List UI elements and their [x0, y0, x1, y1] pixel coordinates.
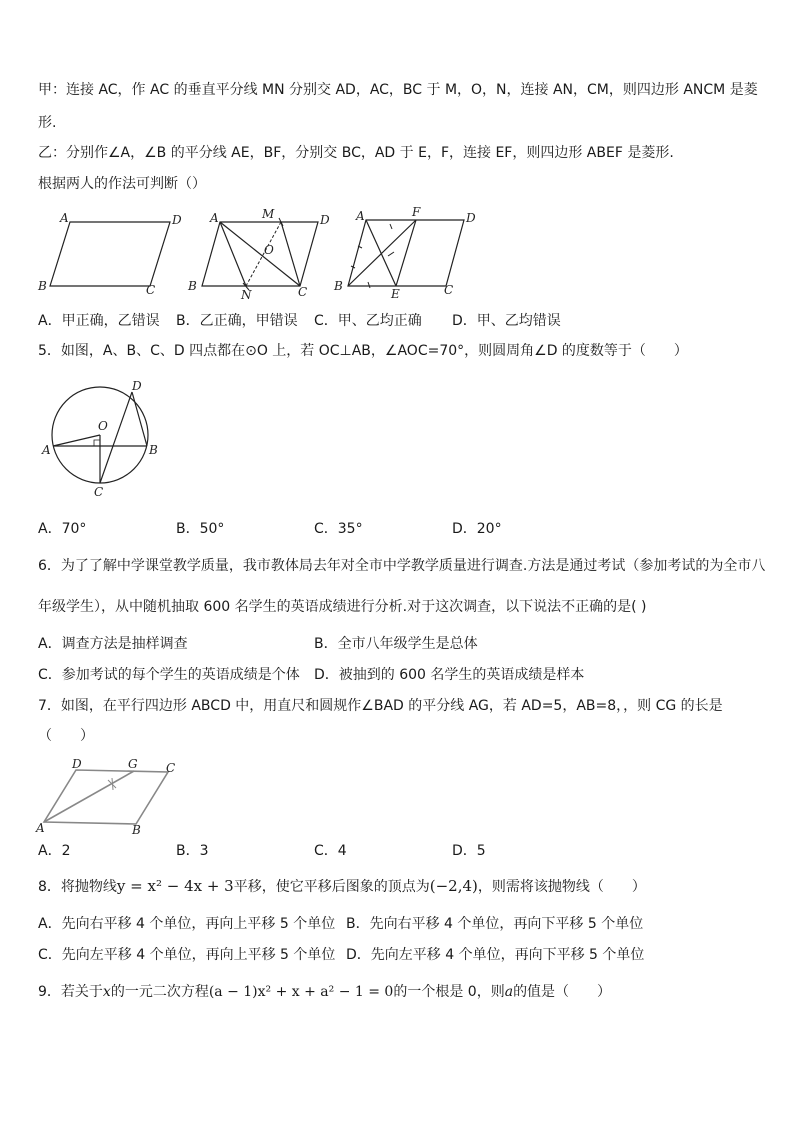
- label-d: D: [172, 213, 182, 227]
- q8-stem-post: ，则需将该抛物线（ ）: [477, 879, 646, 895]
- q5-option-d[interactable]: D．20°: [452, 521, 502, 537]
- q6-option-c[interactable]: C．参加考试的每个学生的英语成绩是个体: [38, 667, 300, 683]
- q9-var-x: x: [102, 984, 111, 1000]
- q8-stem: [38, 876, 646, 897]
- q6-option-b[interactable]: B．全市八年级学生是总体: [314, 636, 478, 652]
- q6-option-a[interactable]: A．调查方法是抽样调查: [38, 636, 188, 652]
- label-c: C: [146, 283, 156, 297]
- q9-stem-post: 的值是（ ）: [513, 984, 612, 1000]
- label-a: A: [36, 821, 45, 835]
- q8-stem-mid: 平移，使它平移后图象的顶点为: [233, 879, 430, 895]
- q5-stem: 5．如图，A、B、C、D 四点都在⊙O 上，若 OC⊥AB，∠AOC=70°，则圆周角∠D 的度数等于（ ）: [38, 343, 688, 359]
- q5-option-a[interactable]: A．70°: [38, 521, 87, 537]
- jia-method-line1: 甲：连接 AC，作 AC 的垂直平分线 MN 分别交 AD，AC，BC 于 M，O，N，连接 AN，CM，则四边形 ANCM 是菱: [38, 82, 758, 98]
- q7-option-b[interactable]: B．3: [176, 843, 209, 859]
- label-b: B: [334, 279, 343, 293]
- label-b: B: [38, 279, 47, 293]
- label-e: E: [391, 287, 400, 301]
- label-b: B: [149, 443, 158, 457]
- label-d: D: [72, 757, 82, 771]
- q8-option-c[interactable]: C．先向左平移 4 个单位，再向上平移 5 个单位: [38, 947, 336, 963]
- q8-parabola-formula: y = x² − 4x + 3: [116, 877, 234, 895]
- q6-stem-line1: 6．为了了解中学课堂教学质量，我市教体局去年对全市中学教学质量进行调查.方法是通过考试（参加考试的为全市八: [38, 558, 766, 574]
- label-d: D: [132, 379, 142, 393]
- q8-option-d[interactable]: D．先向左平移 4 个单位，再向下平移 5 个单位: [346, 947, 645, 963]
- q7-option-a[interactable]: A．2: [38, 843, 71, 859]
- label-c: C: [166, 761, 176, 775]
- q8-option-a[interactable]: A．先向右平移 4 个单位，再向上平移 5 个单位: [38, 916, 336, 932]
- p4-figure-jia: [186, 208, 336, 300]
- label-n: N: [241, 288, 252, 302]
- label-b: B: [188, 279, 197, 293]
- yi-method-line: 乙：分别作∠A，∠B 的平分线 AE，BF，分别交 BC，AD 于 E，F，连接 EF，则四边形 ABEF 是菱形.: [38, 145, 674, 161]
- p4-option-b[interactable]: B．乙正确，甲错误: [176, 313, 298, 329]
- p4-option-a[interactable]: A．甲正确，乙错误: [38, 313, 160, 329]
- q8-stem-pre: 8．将抛物线: [38, 879, 117, 895]
- label-f: F: [412, 205, 421, 219]
- q5-option-c[interactable]: C．35°: [314, 521, 363, 537]
- label-c: C: [298, 285, 308, 299]
- label-d: D: [466, 211, 476, 225]
- q8-vertex-point: (−2,4): [429, 877, 478, 895]
- q6-stem-line2: 年级学生），从中随机抽取 600 名学生的英语成绩进行分析.对于这次调查，以下说法不正确的是( ): [38, 599, 647, 615]
- q6-option-d[interactable]: D．被抽到的 600 名学生的英语成绩是样本: [314, 667, 585, 683]
- label-c: C: [444, 283, 454, 297]
- label-o: O: [264, 243, 274, 257]
- q7-option-d[interactable]: D．5: [452, 843, 486, 859]
- label-o: O: [98, 419, 108, 433]
- q9-stem-pre: 9．若关于: [38, 984, 103, 1000]
- p4-option-c[interactable]: C．甲、乙均正确: [314, 313, 422, 329]
- label-d: D: [320, 213, 330, 227]
- p4-figure-parallelogram: [36, 210, 186, 300]
- q5-option-b[interactable]: B．50°: [176, 521, 225, 537]
- q7-stem-line2: （ ）: [38, 728, 94, 744]
- label-a: A: [42, 443, 51, 457]
- label-b: B: [132, 823, 141, 837]
- label-m: M: [262, 207, 275, 221]
- q5-circle-figure: [40, 380, 170, 500]
- label-a: A: [210, 211, 219, 225]
- q7-stem-line1: 7．如图，在平行四边形 ABCD 中，用直尺和圆规作∠BAD 的平分线 AG，若 AD=5，AB=8，，则 CG 的长是: [38, 698, 723, 714]
- p4-question: 根据两人的作法可判断（）: [38, 176, 206, 192]
- q9-equation: (a − 1)x² + x + a² − 1 = 0: [208, 984, 394, 1000]
- q9-var-a: a: [504, 984, 514, 1000]
- q9-stem-mid: 的一元二次方程: [110, 984, 209, 1000]
- label-g: G: [128, 757, 138, 771]
- label-a: A: [356, 209, 365, 223]
- p4-option-d[interactable]: D．甲、乙均错误: [452, 313, 561, 329]
- q9-stem: [38, 982, 611, 1002]
- q9-stem-mid2: 的一个根是 0，则: [393, 984, 505, 1000]
- q8-option-b[interactable]: B．先向右平移 4 个单位，再向下平移 5 个单位: [346, 916, 644, 932]
- q7-option-c[interactable]: C．4: [314, 843, 347, 859]
- p4-figure-yi: [332, 205, 482, 301]
- label-c: C: [94, 485, 104, 499]
- label-a: A: [60, 211, 69, 225]
- jia-method-line2: 形.: [38, 115, 57, 131]
- q7-parallelogram-figure: [36, 758, 176, 838]
